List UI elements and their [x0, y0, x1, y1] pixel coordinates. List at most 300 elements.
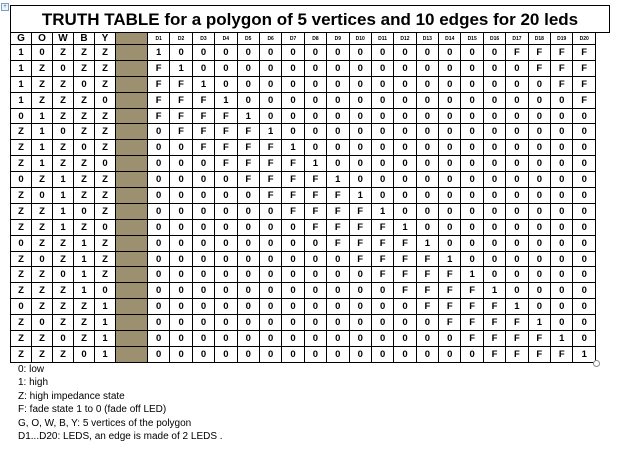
- led-cell: 0: [573, 315, 596, 331]
- led-cell: 0: [215, 251, 237, 267]
- led-cell: 0: [416, 156, 438, 172]
- led-cell: F: [483, 331, 505, 347]
- vertex-header: W: [53, 33, 74, 45]
- led-cell: 0: [551, 172, 573, 188]
- led-cell: 0: [394, 108, 416, 124]
- vertex-header: O: [32, 33, 53, 45]
- vertex-cell: Z: [11, 124, 32, 140]
- led-cell: 0: [439, 60, 461, 76]
- led-cell: 0: [237, 315, 259, 331]
- led-cell: 0: [349, 283, 371, 299]
- vertex-cell: 0: [95, 92, 116, 108]
- led-cell: 0: [483, 172, 505, 188]
- led-cell: 0: [170, 267, 192, 283]
- table-row: [11, 124, 596, 140]
- led-cell: 0: [192, 299, 214, 315]
- led-cell: F: [528, 45, 550, 61]
- led-cell: 0: [349, 60, 371, 76]
- led-cell: 1: [170, 60, 192, 76]
- vertex-cell: 0: [32, 315, 53, 331]
- led-cell: 0: [439, 45, 461, 61]
- led-cell: 0: [506, 203, 528, 219]
- led-cell: F: [439, 283, 461, 299]
- led-cell: 0: [573, 283, 596, 299]
- led-cell: 1: [528, 315, 550, 331]
- vertex-cell: Z: [95, 60, 116, 76]
- led-cell: 0: [259, 283, 281, 299]
- led-cell: F: [327, 235, 349, 251]
- vertex-cell: Z: [53, 92, 74, 108]
- led-cell: 0: [573, 140, 596, 156]
- vertex-cell: 0: [32, 251, 53, 267]
- led-cell: 0: [170, 219, 192, 235]
- vertex-cell: 1: [74, 235, 95, 251]
- led-cell: F: [215, 140, 237, 156]
- led-cell: 0: [528, 203, 550, 219]
- separator-cell: [116, 108, 148, 124]
- led-cell: 0: [573, 331, 596, 347]
- led-cell: 0: [170, 283, 192, 299]
- led-cell: F: [551, 76, 573, 92]
- led-cell: 0: [170, 299, 192, 315]
- led-cell: 0: [259, 108, 281, 124]
- led-cell: F: [304, 219, 326, 235]
- led-cell: F: [148, 60, 170, 76]
- led-cell: 0: [551, 203, 573, 219]
- led-cell: 0: [371, 92, 393, 108]
- led-cell: 0: [483, 92, 505, 108]
- led-cell: 0: [483, 219, 505, 235]
- led-cell: 0: [416, 92, 438, 108]
- led-cell: 0: [551, 140, 573, 156]
- led-cell: 0: [461, 124, 483, 140]
- vertex-cell: Z: [11, 267, 32, 283]
- vertex-cell: Z: [95, 140, 116, 156]
- led-header: D3: [192, 33, 214, 45]
- vertex-cell: Z: [53, 315, 74, 331]
- vertex-cell: 1: [11, 92, 32, 108]
- led-cell: F: [551, 346, 573, 362]
- led-cell: 0: [327, 108, 349, 124]
- led-cell: F: [349, 251, 371, 267]
- led-cell: F: [192, 124, 214, 140]
- separator-cell: [116, 219, 148, 235]
- separator-cell: [116, 76, 148, 92]
- vertex-cell: Z: [95, 188, 116, 204]
- separator-cell: [116, 33, 148, 45]
- led-cell: F: [237, 156, 259, 172]
- led-cell: F: [170, 92, 192, 108]
- led-cell: 0: [461, 219, 483, 235]
- led-cell: 0: [394, 188, 416, 204]
- led-cell: 0: [282, 219, 304, 235]
- led-cell: 0: [439, 235, 461, 251]
- led-cell: F: [416, 299, 438, 315]
- led-cell: F: [551, 60, 573, 76]
- led-cell: F: [215, 156, 237, 172]
- led-cell: 0: [282, 92, 304, 108]
- led-cell: 0: [416, 124, 438, 140]
- separator-cell: [116, 203, 148, 219]
- led-header: D8: [304, 33, 326, 45]
- vertex-cell: 1: [95, 331, 116, 347]
- led-cell: 0: [528, 235, 550, 251]
- led-cell: 0: [259, 251, 281, 267]
- table-row: [11, 140, 596, 156]
- led-cell: 0: [416, 315, 438, 331]
- vertex-cell: Z: [74, 299, 95, 315]
- led-cell: 0: [371, 299, 393, 315]
- led-header: D20: [573, 33, 596, 45]
- led-cell: 0: [461, 346, 483, 362]
- led-cell: 0: [215, 45, 237, 61]
- led-cell: 0: [394, 346, 416, 362]
- led-cell: 0: [439, 124, 461, 140]
- table-row: [11, 346, 596, 362]
- vertex-cell: Z: [53, 235, 74, 251]
- led-cell: 0: [282, 251, 304, 267]
- led-cell: 0: [371, 124, 393, 140]
- led-cell: 0: [371, 140, 393, 156]
- table-row: [11, 76, 596, 92]
- led-cell: 0: [215, 76, 237, 92]
- led-cell: 0: [461, 156, 483, 172]
- led-cell: F: [528, 60, 550, 76]
- led-cell: F: [573, 76, 596, 92]
- table-row: [11, 331, 596, 347]
- led-cell: 0: [394, 92, 416, 108]
- vertex-cell: 0: [53, 124, 74, 140]
- led-cell: 0: [416, 60, 438, 76]
- led-cell: 0: [394, 45, 416, 61]
- led-header: D13: [416, 33, 438, 45]
- separator-cell: [116, 315, 148, 331]
- led-cell: 0: [439, 331, 461, 347]
- led-cell: 0: [349, 267, 371, 283]
- led-cell: 0: [215, 60, 237, 76]
- led-header: D2: [170, 33, 192, 45]
- led-cell: 1: [327, 172, 349, 188]
- led-cell: 0: [148, 172, 170, 188]
- led-cell: 0: [416, 331, 438, 347]
- led-cell: 0: [237, 251, 259, 267]
- led-cell: 0: [416, 76, 438, 92]
- vertex-cell: 0: [95, 156, 116, 172]
- led-cell: 0: [528, 299, 550, 315]
- vertex-cell: Z: [95, 45, 116, 61]
- vertex-cell: Z: [95, 76, 116, 92]
- vertex-cell: 1: [32, 124, 53, 140]
- led-cell: F: [349, 219, 371, 235]
- led-cell: 0: [170, 346, 192, 362]
- led-cell: 0: [259, 346, 281, 362]
- led-cell: 0: [551, 251, 573, 267]
- led-cell: F: [282, 172, 304, 188]
- led-cell: 0: [461, 92, 483, 108]
- led-cell: F: [259, 172, 281, 188]
- led-header: D10: [349, 33, 371, 45]
- led-cell: 0: [371, 331, 393, 347]
- led-header: D18: [528, 33, 550, 45]
- led-cell: 0: [349, 331, 371, 347]
- table-move-handle-icon[interactable]: +: [1, 3, 9, 11]
- led-cell: 0: [282, 283, 304, 299]
- led-cell: 0: [327, 92, 349, 108]
- led-cell: 0: [573, 188, 596, 204]
- led-cell: 0: [506, 219, 528, 235]
- led-cell: 0: [573, 299, 596, 315]
- vertex-cell: Z: [53, 76, 74, 92]
- led-cell: F: [394, 235, 416, 251]
- led-cell: 0: [371, 108, 393, 124]
- led-header: D17: [506, 33, 528, 45]
- led-cell: 0: [394, 172, 416, 188]
- led-cell: 0: [394, 315, 416, 331]
- separator-cell: [116, 235, 148, 251]
- led-cell: F: [148, 76, 170, 92]
- vertex-cell: Z: [53, 299, 74, 315]
- vertex-cell: 1: [32, 156, 53, 172]
- led-cell: 0: [528, 108, 550, 124]
- led-cell: 0: [192, 235, 214, 251]
- led-cell: F: [237, 140, 259, 156]
- vertex-cell: Z: [32, 283, 53, 299]
- legend-item: F: fade state 1 to 0 (fade off LED): [18, 404, 167, 416]
- led-cell: 0: [282, 124, 304, 140]
- led-cell: 0: [192, 346, 214, 362]
- led-cell: F: [327, 188, 349, 204]
- led-cell: 0: [192, 203, 214, 219]
- led-cell: 0: [371, 188, 393, 204]
- led-cell: 0: [416, 203, 438, 219]
- table-row: [11, 235, 596, 251]
- led-cell: 1: [282, 140, 304, 156]
- led-cell: 0: [461, 60, 483, 76]
- led-cell: 0: [551, 188, 573, 204]
- table-row: [11, 92, 596, 108]
- vertex-cell: Z: [95, 124, 116, 140]
- led-cell: 0: [349, 108, 371, 124]
- table-row: [11, 203, 596, 219]
- led-cell: 0: [192, 315, 214, 331]
- vertex-cell: Z: [32, 60, 53, 76]
- vertex-cell: 1: [11, 45, 32, 61]
- led-cell: 1: [215, 92, 237, 108]
- led-cell: F: [483, 346, 505, 362]
- led-cell: 1: [439, 251, 461, 267]
- led-cell: 0: [148, 346, 170, 362]
- vertex-cell: Z: [74, 219, 95, 235]
- led-cell: 0: [259, 92, 281, 108]
- led-cell: 0: [215, 219, 237, 235]
- led-cell: 1: [148, 45, 170, 61]
- led-cell: 0: [327, 45, 349, 61]
- led-cell: 0: [394, 203, 416, 219]
- led-cell: 0: [304, 251, 326, 267]
- led-cell: 0: [349, 45, 371, 61]
- vertex-cell: 0: [74, 140, 95, 156]
- led-header: D9: [327, 33, 349, 45]
- led-cell: 0: [551, 92, 573, 108]
- led-cell: 0: [215, 267, 237, 283]
- vertex-header: Y: [95, 33, 116, 45]
- led-cell: 1: [304, 156, 326, 172]
- led-cell: 0: [170, 235, 192, 251]
- led-cell: F: [327, 219, 349, 235]
- led-cell: 0: [304, 45, 326, 61]
- vertex-cell: 1: [32, 140, 53, 156]
- led-cell: 0: [573, 124, 596, 140]
- led-cell: 0: [483, 251, 505, 267]
- vertex-cell: Z: [53, 45, 74, 61]
- led-cell: 0: [483, 188, 505, 204]
- vertex-cell: 1: [95, 346, 116, 362]
- led-cell: F: [483, 299, 505, 315]
- led-cell: 0: [215, 188, 237, 204]
- vertex-cell: Z: [11, 188, 32, 204]
- led-cell: F: [304, 188, 326, 204]
- led-cell: 0: [551, 315, 573, 331]
- vertex-cell: Z: [74, 45, 95, 61]
- led-cell: 0: [573, 235, 596, 251]
- led-cell: 0: [439, 76, 461, 92]
- led-cell: 0: [416, 108, 438, 124]
- led-cell: F: [528, 346, 550, 362]
- vertex-cell: 0: [11, 235, 32, 251]
- led-cell: 0: [215, 315, 237, 331]
- vertex-cell: Z: [74, 108, 95, 124]
- led-cell: 0: [282, 267, 304, 283]
- led-cell: 0: [506, 235, 528, 251]
- led-cell: 1: [551, 331, 573, 347]
- led-header: D4: [215, 33, 237, 45]
- led-cell: F: [506, 346, 528, 362]
- led-cell: 0: [551, 283, 573, 299]
- led-cell: F: [349, 203, 371, 219]
- separator-cell: [116, 172, 148, 188]
- led-cell: 0: [528, 219, 550, 235]
- led-cell: 0: [148, 235, 170, 251]
- led-cell: 0: [394, 140, 416, 156]
- led-cell: 0: [148, 331, 170, 347]
- vertex-header: G: [11, 33, 32, 45]
- led-cell: F: [439, 267, 461, 283]
- led-cell: 0: [148, 124, 170, 140]
- led-cell: F: [461, 283, 483, 299]
- led-cell: 1: [506, 299, 528, 315]
- vertex-cell: 1: [11, 60, 32, 76]
- separator-cell: [116, 188, 148, 204]
- led-cell: 0: [394, 156, 416, 172]
- led-cell: 0: [349, 299, 371, 315]
- separator-cell: [116, 346, 148, 362]
- led-cell: 0: [237, 299, 259, 315]
- led-cell: 0: [461, 203, 483, 219]
- led-cell: 0: [439, 172, 461, 188]
- led-cell: 0: [528, 140, 550, 156]
- table-row: [11, 251, 596, 267]
- led-header: D19: [551, 33, 573, 45]
- vertex-cell: Z: [95, 172, 116, 188]
- led-cell: 0: [327, 124, 349, 140]
- led-cell: 0: [573, 251, 596, 267]
- vertex-cell: 1: [53, 219, 74, 235]
- led-cell: 0: [327, 331, 349, 347]
- led-cell: F: [461, 299, 483, 315]
- separator-cell: [116, 124, 148, 140]
- led-cell: F: [259, 188, 281, 204]
- led-cell: 0: [439, 92, 461, 108]
- led-cell: 0: [349, 92, 371, 108]
- separator-cell: [116, 299, 148, 315]
- led-cell: 0: [259, 331, 281, 347]
- separator-cell: [116, 92, 148, 108]
- led-cell: F: [304, 172, 326, 188]
- led-cell: 0: [192, 283, 214, 299]
- led-cell: F: [483, 315, 505, 331]
- led-cell: 0: [327, 251, 349, 267]
- vertex-cell: 1: [32, 108, 53, 124]
- led-cell: 0: [327, 315, 349, 331]
- led-cell: 1: [349, 188, 371, 204]
- led-cell: 0: [282, 331, 304, 347]
- led-cell: F: [371, 235, 393, 251]
- vertex-cell: 0: [11, 299, 32, 315]
- led-cell: 0: [506, 267, 528, 283]
- vertex-cell: Z: [74, 172, 95, 188]
- truth-table: [10, 32, 596, 363]
- separator-cell: [116, 156, 148, 172]
- led-cell: 0: [371, 346, 393, 362]
- led-cell: 0: [483, 124, 505, 140]
- vertex-cell: Z: [32, 331, 53, 347]
- led-cell: 0: [259, 299, 281, 315]
- separator-cell: [116, 60, 148, 76]
- led-cell: 0: [528, 283, 550, 299]
- led-cell: 0: [192, 331, 214, 347]
- led-cell: 0: [461, 251, 483, 267]
- vertex-cell: Z: [95, 251, 116, 267]
- led-cell: 0: [461, 76, 483, 92]
- vertex-cell: Z: [53, 140, 74, 156]
- led-cell: 0: [461, 45, 483, 61]
- led-cell: 0: [148, 203, 170, 219]
- led-cell: 0: [551, 124, 573, 140]
- led-cell: 0: [439, 108, 461, 124]
- led-cell: 0: [304, 60, 326, 76]
- led-cell: 0: [282, 60, 304, 76]
- led-cell: 0: [237, 267, 259, 283]
- led-cell: 0: [371, 172, 393, 188]
- vertex-cell: Z: [32, 299, 53, 315]
- vertex-cell: Z: [32, 203, 53, 219]
- led-cell: F: [461, 315, 483, 331]
- separator-cell: [116, 267, 148, 283]
- led-cell: F: [148, 92, 170, 108]
- led-cell: 0: [573, 267, 596, 283]
- led-cell: 0: [192, 251, 214, 267]
- led-cell: 1: [394, 219, 416, 235]
- led-cell: 0: [394, 124, 416, 140]
- led-cell: F: [506, 331, 528, 347]
- led-cell: 0: [394, 331, 416, 347]
- led-cell: 0: [394, 76, 416, 92]
- vertex-cell: Z: [95, 235, 116, 251]
- led-cell: 0: [304, 315, 326, 331]
- led-cell: F: [282, 188, 304, 204]
- vertex-cell: 0: [32, 188, 53, 204]
- vertex-cell: Z: [32, 76, 53, 92]
